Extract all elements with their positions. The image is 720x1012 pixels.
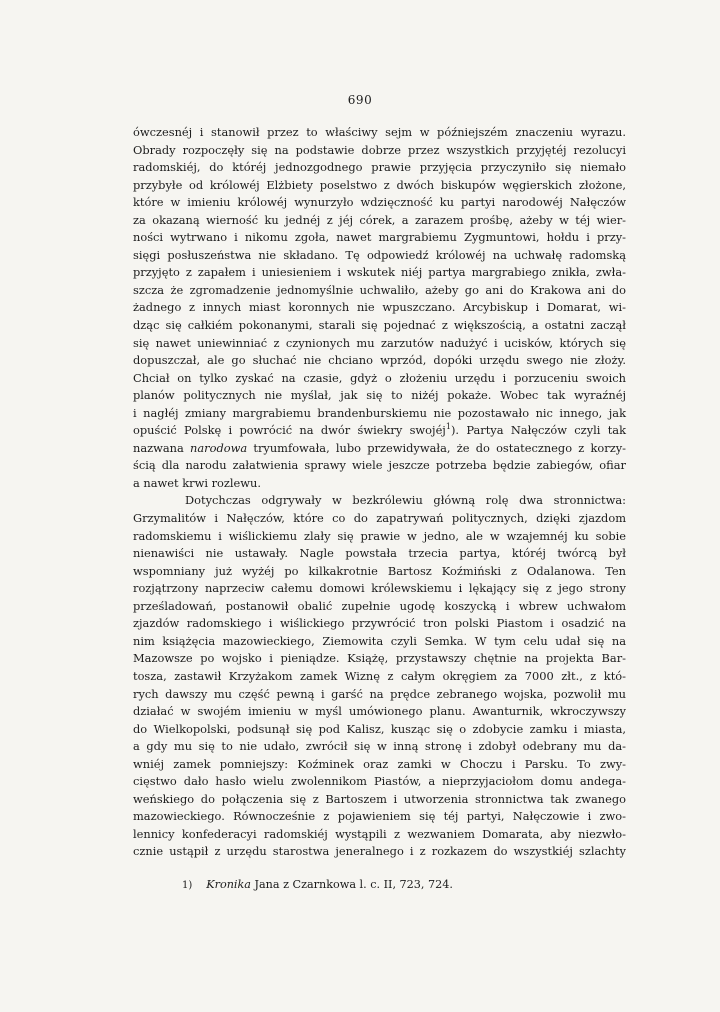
text-line: szcza że zgromadzenie jednomyślnie uchwaliło, ażeby go ani do Krakowa ani do (133, 282, 626, 297)
text-line: ności wytrwano i nikomu zgoła, nawet margrabiemu Zygmuntowi, hołdu i przy- (133, 230, 626, 245)
text-line: ówczesnéj i stanowił przez to właściwy sejm w późniejszém znaczeniu wyrazu. (133, 125, 626, 139)
text-line: Mazowsze po wojsko i pieniądze. Książę, przystawszy chętnie na projekta Bar- (133, 651, 626, 666)
text-line: sięgi posłuszeństwa nie składano. Tę odpowiedź królowéj na uchwałę radomską (133, 247, 626, 262)
text-line: planów politycznych nie myślał, jak się to niżéj pokaże. Wobec tak wyraźnéj (133, 388, 626, 403)
footnote (182, 878, 453, 891)
text-line: tosza, zastawił Krzyżakom zamek Wiznę z całym okręgiem za 7000 złt., z któ- (133, 668, 626, 683)
text-line: a nawet krwi rozlewu. (133, 475, 261, 490)
text-line: przybyłe od królowéj Elżbiety poselstwo z dwóch biskupów węgierskich złożone, (133, 177, 626, 192)
text-line: za okazaną wierność ku jednéj z jéj córek, a zarazem prośbę, ażeby w téj wier- (133, 212, 626, 227)
text-line: Grzymalitów i Nałęczów, które co do zapatrywań politycznych, dzięki zjazdom (133, 511, 626, 526)
text-line: wniéj zamek pomniejszy: Koźminek oraz zamki w Choczu i Parsku. To zwy- (133, 756, 626, 771)
text-line: nim książęcia mazowieckiego, Ziemowita czyli Semka. W tym celu udał się na (133, 633, 626, 648)
text-line: dopuszczał, ale go słuchać nie chciano wprzód, dopóki urzędu swego nie złoży. (133, 353, 626, 368)
text-line: ścią dla narodu załatwienia sprawy wiele jeszcze potrzeba będzie zabiegów, ofiar (133, 458, 626, 473)
text-line: się nawet uniewinniać z czynionych mu zarzutów nadużyć i ucisków, których się (133, 335, 626, 350)
text-line: działać w swojém imieniu w myśl umówionego planu. Awanturnik, wkroczywszy (133, 704, 626, 719)
text-fragment: ). Partya Nałęczów czyli tak (450, 423, 626, 438)
text-line: wspomniany już wyżéj po kilkakrotnie Bartosz Koźmiński z Odalanowa. Ten (133, 563, 626, 578)
text-fragment: nazwana (133, 440, 191, 455)
text-line-with-italic (133, 440, 626, 458)
italic-term: narodowa (190, 440, 248, 455)
text-line: nienawiści nie ustawały. Nagle powstała trzecia partya, któréj twórcą był (133, 546, 626, 561)
text-line: i nagłéj zmiany margrabiemu brandenburskiemu nie pozostawało nic innego, jak (133, 405, 626, 420)
text-fragment: tryumfowała, lubo przewidywała, że do ostatecznego z korzy- (247, 440, 626, 455)
text-line: a gdy mu się to nie udało, zwrócił się w inną stronę i zdobył odebrany mu da- (133, 739, 626, 754)
text-line: Obrady rozpoczęły się na podstawie dobrze przez wszystkich przyjętéj rezolucyi (133, 142, 626, 157)
text-line-with-footnote-ref (133, 422, 626, 440)
text-line: Chciał on tylko zyskać na czasie, gdyż o złożeniu urzędu i porzuceniu swoich (133, 370, 626, 385)
text-line: przyjęto z zapałem i uniesieniem i wskutek niéj partya margrabiego znikła, zwła- (133, 265, 626, 280)
text-line: radomskiemu i wiślickiemu zlały się prawie w jedno, ale w wzajemnéj ku sobie (133, 528, 626, 543)
text-line: Dotychczas odgrywały w bezkrólewiu główną rolę dwa stronnictwa: (185, 493, 626, 508)
text-fragment: opuścić Polskę i powrócić na dwór świekry swojéj (133, 423, 446, 438)
text-line: weńskiego do połączenia się z Bartoszem i utworzenia stronnictwa tak zwanego (133, 791, 626, 806)
footnote-italic-title: Kronika (206, 878, 251, 891)
text-line: zjazdów radomskiego i wiślickiego przywrócić tron polski Piastom i osadzić na (133, 616, 626, 631)
text-line: rych dawszy mu część pewną i garść na prędce zebranego wojska, pozwolił mu (133, 686, 626, 701)
text-line: mazowieckiego. Równocześnie z pojawieniem się téj partyi, Nałęczowie i zwo- (133, 809, 626, 824)
text-line: które w imieniu królowéj wynurzyło wdzięczność ku partyi narodowéj Nałęczów (133, 195, 626, 210)
footnote-text: Jana z Czarnkowa l. c. II, 723, 724. (250, 878, 453, 891)
text-line: żadnego z innych miast koronnych nie wpuszczano. Arcybiskup i Domarat, wi- (133, 300, 626, 315)
text-line: lennicy konfederacyi radomskiéj wystąpili z wezwaniem Domarata, aby niezwło- (133, 826, 626, 841)
text-line: cięstwo dało hasło wielu zwolennikom Piastów, a nieprzyjaciołom domu andega- (133, 774, 626, 789)
text-line: prześladowań, postanowił obalić zupełnie ugodę koszycką i wbrew uchwałom (133, 598, 626, 613)
text-line: cznie ustąpił z urzędu starostwa jeneralnego i z rozkazem do wszystkiéj szlachty (133, 844, 626, 859)
footnote-mark: 1) (182, 880, 193, 891)
text-line: rozjątrzony naprzeciw całemu domowi królewskiemu i lękający się z jego strony (133, 581, 626, 596)
footnote-ref: 1 (445, 422, 451, 432)
text-line: dząc się całkiém pokonanymi, starali się pojednać z większością, a ostatni zaczął (133, 318, 626, 333)
body-text (133, 124, 626, 861)
text-line: radomskiéj, do któréj jednozgodnego prawie przyjęcia przyczyniło się niemało (133, 160, 626, 175)
text-line: do Wielkopolski, podsunął się pod Kalisz, kusząc się o zdobycie zamku i miasta, (133, 721, 626, 736)
page-number: 690 (347, 93, 373, 107)
